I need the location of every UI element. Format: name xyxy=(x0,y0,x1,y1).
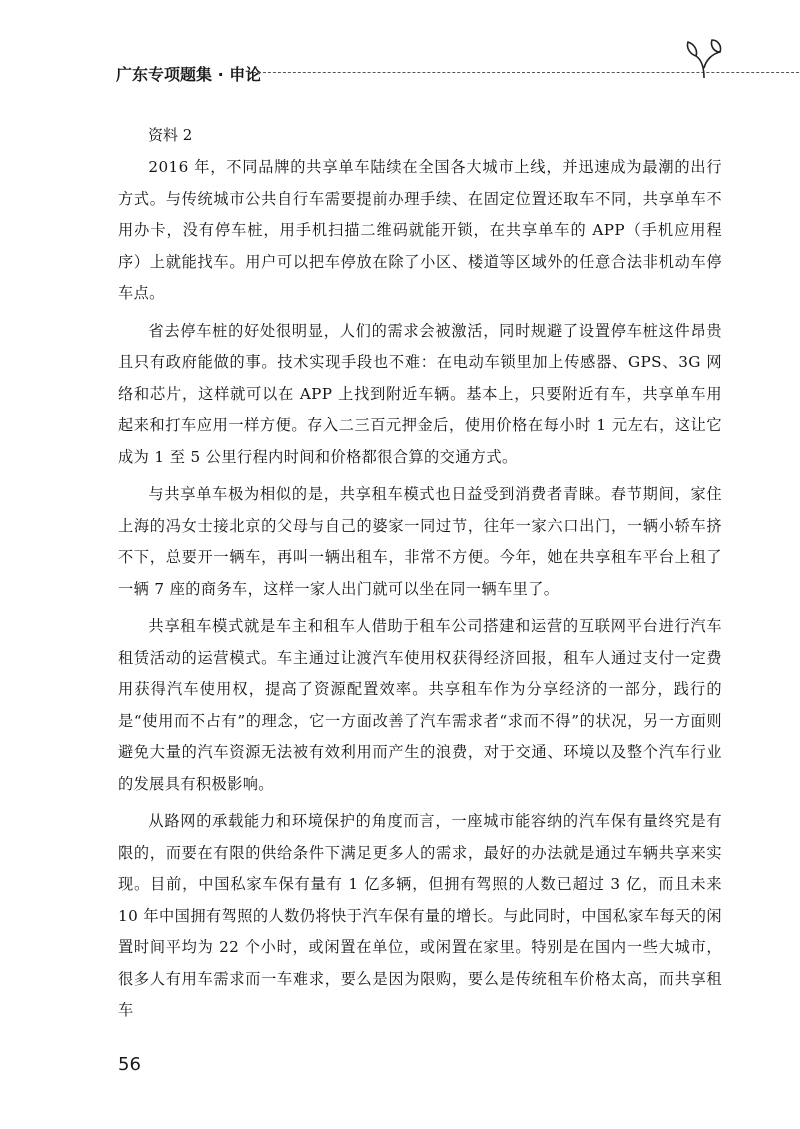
document-body xyxy=(118,118,722,1033)
paragraph-3: 与共享单车极为相似的是，共享租车模式也日益受到消费者青睐。春节期间，家住上海的冯女士接北京的父母与自己的婆家一同过节，往年一家六口出门，一辆小轿车挤不下，总要开一辆车，再叫一辆出租车，非常不方便。今年，她在共享租车平台上租了一辆 7 座的商务车，这样一家人出门就可以坐在同一辆车里了。 xyxy=(118,485,722,598)
paragraph-1: 2016 年，不同品牌的共享单车陆续在全国各大城市上线，并迅速成为最潮的出行方式。与传统城市公共自行车需要提前办理手续、在固定位置还取车不同，共享单车不用办卡，没有停车桩，用手机扫描二维码就能开锁，在共享单车的 APP（手机应用程序）上就能找车。用户可以把车停放在除了小区、楼道等区域外的任意合法非机动车停车点。 xyxy=(118,158,722,302)
paragraph-4: 共享租车模式就是车主和租车人借助于租车公司搭建和运营的互联网平台进行汽车租赁活动的运营模式。车主通过让渡汽车使用权获得经济回报，租车人通过支付一定费用获得汽车使用权，提高了资源配置效率。共享租车作为分享经济的一部分，践行的是“使用而不占有”的理念，它一方面改善了汽车需求者“求而不得”的状况，另一方面则避免大量的汽车资源无法被有效利用而产生的浪费，对于交通、环境以及整个汽车行业的发展具有积极影响。 xyxy=(118,617,722,793)
book-title: 广东专项题集 · 申论 xyxy=(116,65,262,84)
running-header xyxy=(116,58,716,88)
section-label: 资料 2 xyxy=(148,126,193,144)
sprout-leaf-icon xyxy=(682,38,726,82)
paragraph-5: 从路网的承载能力和环境保护的角度而言，一座城市能容纳的汽车保有量终究是有限的，而要在有限的供给条件下满足更多人的需求，最好的办法就是通过车辆共享来实现。目前，中国私家车保有量有 1 亿多辆，但拥有驾照的人数已超过 3 亿，而且未来 10 年中国拥有驾照的人数仍将快于汽车保有量的增长。与此同时，中国私家车每天的闲置时间平均为 22 个小时，或闲置在单位，或闲置在家里。特别是在国内一些大城市，很多人有用车需求而一车难求，要么是因为限购，要么是传统租车价格太高，而共享租车 xyxy=(118,812,722,1019)
paragraph-2: 省去停车桩的好处很明显，人们的需求会被激活，同时规避了设置停车桩这件昂贵且只有政府能做的事。技术实现手段也不难：在电动车锁里加上传感器、GPS、3G 网络和芯片，这样就可以在 APP 上找到附近车辆。基本上，只要附近有车，共享单车用起来和打车应用一样方便。存入二三百元押金后，使用价格在每小时 1 元左右，这让它成为 1 至 5 公里行程内时间和价格都很合算的交通方式。 xyxy=(118,321,722,466)
page-number: 56 xyxy=(118,1054,141,1075)
